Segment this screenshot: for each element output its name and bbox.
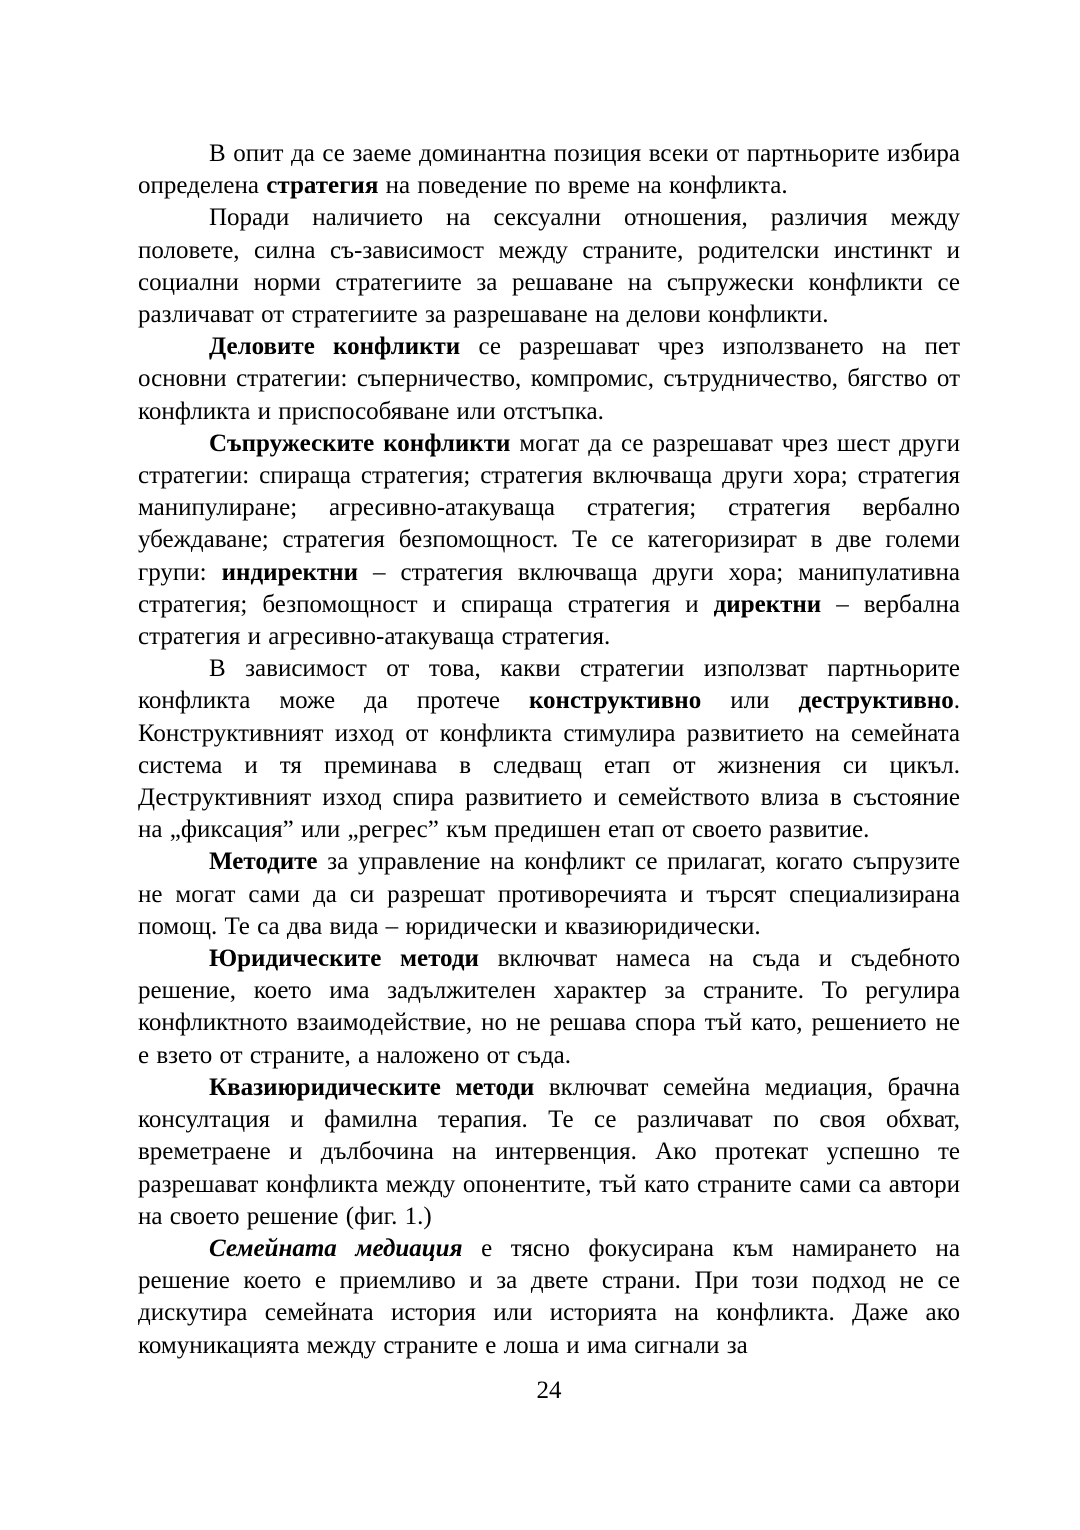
paragraph: [138, 653, 968, 846]
paragraph: [138, 846, 968, 943]
text-run: включват семейна медиация, брачна консултация и фамилна терапия. Те се различават по своя обхват, времетраене и дълбочина на интервенция. Ако протекат успешно те разрешават конфликта между опонентите, тъй като страните сами са автори на своето решение (фиг. 1.): [138, 1073, 968, 1230]
text-run-bold-italic: Семейната медиация: [209, 1234, 463, 1262]
paragraph: [138, 428, 968, 653]
text-run: – стратегия включваща други хора; манипулативна стратегия; безпомощност и спираща стратегия и: [138, 558, 968, 618]
paragraph: [138, 943, 968, 1072]
text-run: се разрешават чрез използването на пет основни стратегии: съперничество, компромис, сътрудничество, бягство от конфликта и приспособяване или отстъпка.: [138, 333, 968, 425]
text-run: В опит да се заеме доминантна позиция всеки от партньорите избира определена: [138, 140, 968, 200]
page-text-block: [138, 138, 968, 1362]
text-run: – вербална стратегия и агресивно-атакуваща стратегия.: [138, 590, 968, 651]
paragraph: [138, 331, 968, 428]
paragraph: [138, 202, 968, 331]
text-run: могат да се разрешават чрез шест други стратегии: спираща стратегия; стратегия включваща други хора; стратегия манипулиране; агресивно-атакуваща стратегия; стратегия вербално убеждаване; стратегия безпомощност. Те се категоризират в две големи групи:: [138, 429, 968, 586]
text-run-bold: Методите: [209, 848, 318, 876]
text-run: В зависимост от това, какви стратегии използват партньорите конфликта може да протече: [138, 655, 968, 715]
text-run: Поради наличието на сексуални отношения, различия между половете, силна съ-зависимост между страните, родителски инстинкт и социални норми стратегиите за решаване на съпружески конфликти се различават от стратегиите за разрешаване на делови конфликти.: [138, 204, 968, 329]
text-run-bold: деструктивно: [798, 687, 954, 715]
text-run-bold: Квазиюридическите методи: [209, 1073, 535, 1101]
text-run-bold: индиректни: [221, 558, 358, 586]
paragraph: [138, 1233, 968, 1362]
text-run: включват намеса на съда и съдебното решение, което има задължителен характер за страните. То регулира конфликтното взаимодействие, но не решава спора тъй като, решението не е взето от страните, а наложено от съда.: [138, 945, 968, 1069]
text-run-bold: конструктивно: [528, 687, 702, 715]
paragraph: [138, 1072, 968, 1233]
text-run-bold: стратегия: [266, 172, 379, 200]
text-run: или: [701, 687, 799, 715]
text-run-bold: Съпружеските конфликти: [209, 429, 511, 457]
text-run-bold: Юридическите методи: [209, 945, 479, 973]
text-run-bold: директни: [713, 590, 822, 618]
page-number: 24: [536, 1377, 562, 1404]
text-run-bold: Деловите конфликти: [209, 333, 461, 361]
text-run: е тясно фокусирана към намирането на решение което е приемливо и за двете страни. При този подход не се дискутира семейната история или историята на конфликта. Даже ако комуникацията между страните е лоша и има сигнали за: [138, 1234, 968, 1359]
text-run: за управление на конфликт се прилагат, когато съпрузите не могат сами да си разрешат противоречията и търсят специализирана помощ. Те са два вида – юридически и квазиюридически.: [138, 848, 968, 940]
text-run: на поведение по време на конфликта.: [378, 172, 788, 200]
text-run: . Конструктивният изход от конфликта стимулира развитието на семейната система и тя преминава в следващ етап от жизнения си цикъл. Деструктивният изход спира развитието и семейството влиза в състояние на „фиксация” или „регрес” към предишен етап от своето развитие.: [138, 687, 968, 844]
paragraph: [138, 138, 968, 202]
